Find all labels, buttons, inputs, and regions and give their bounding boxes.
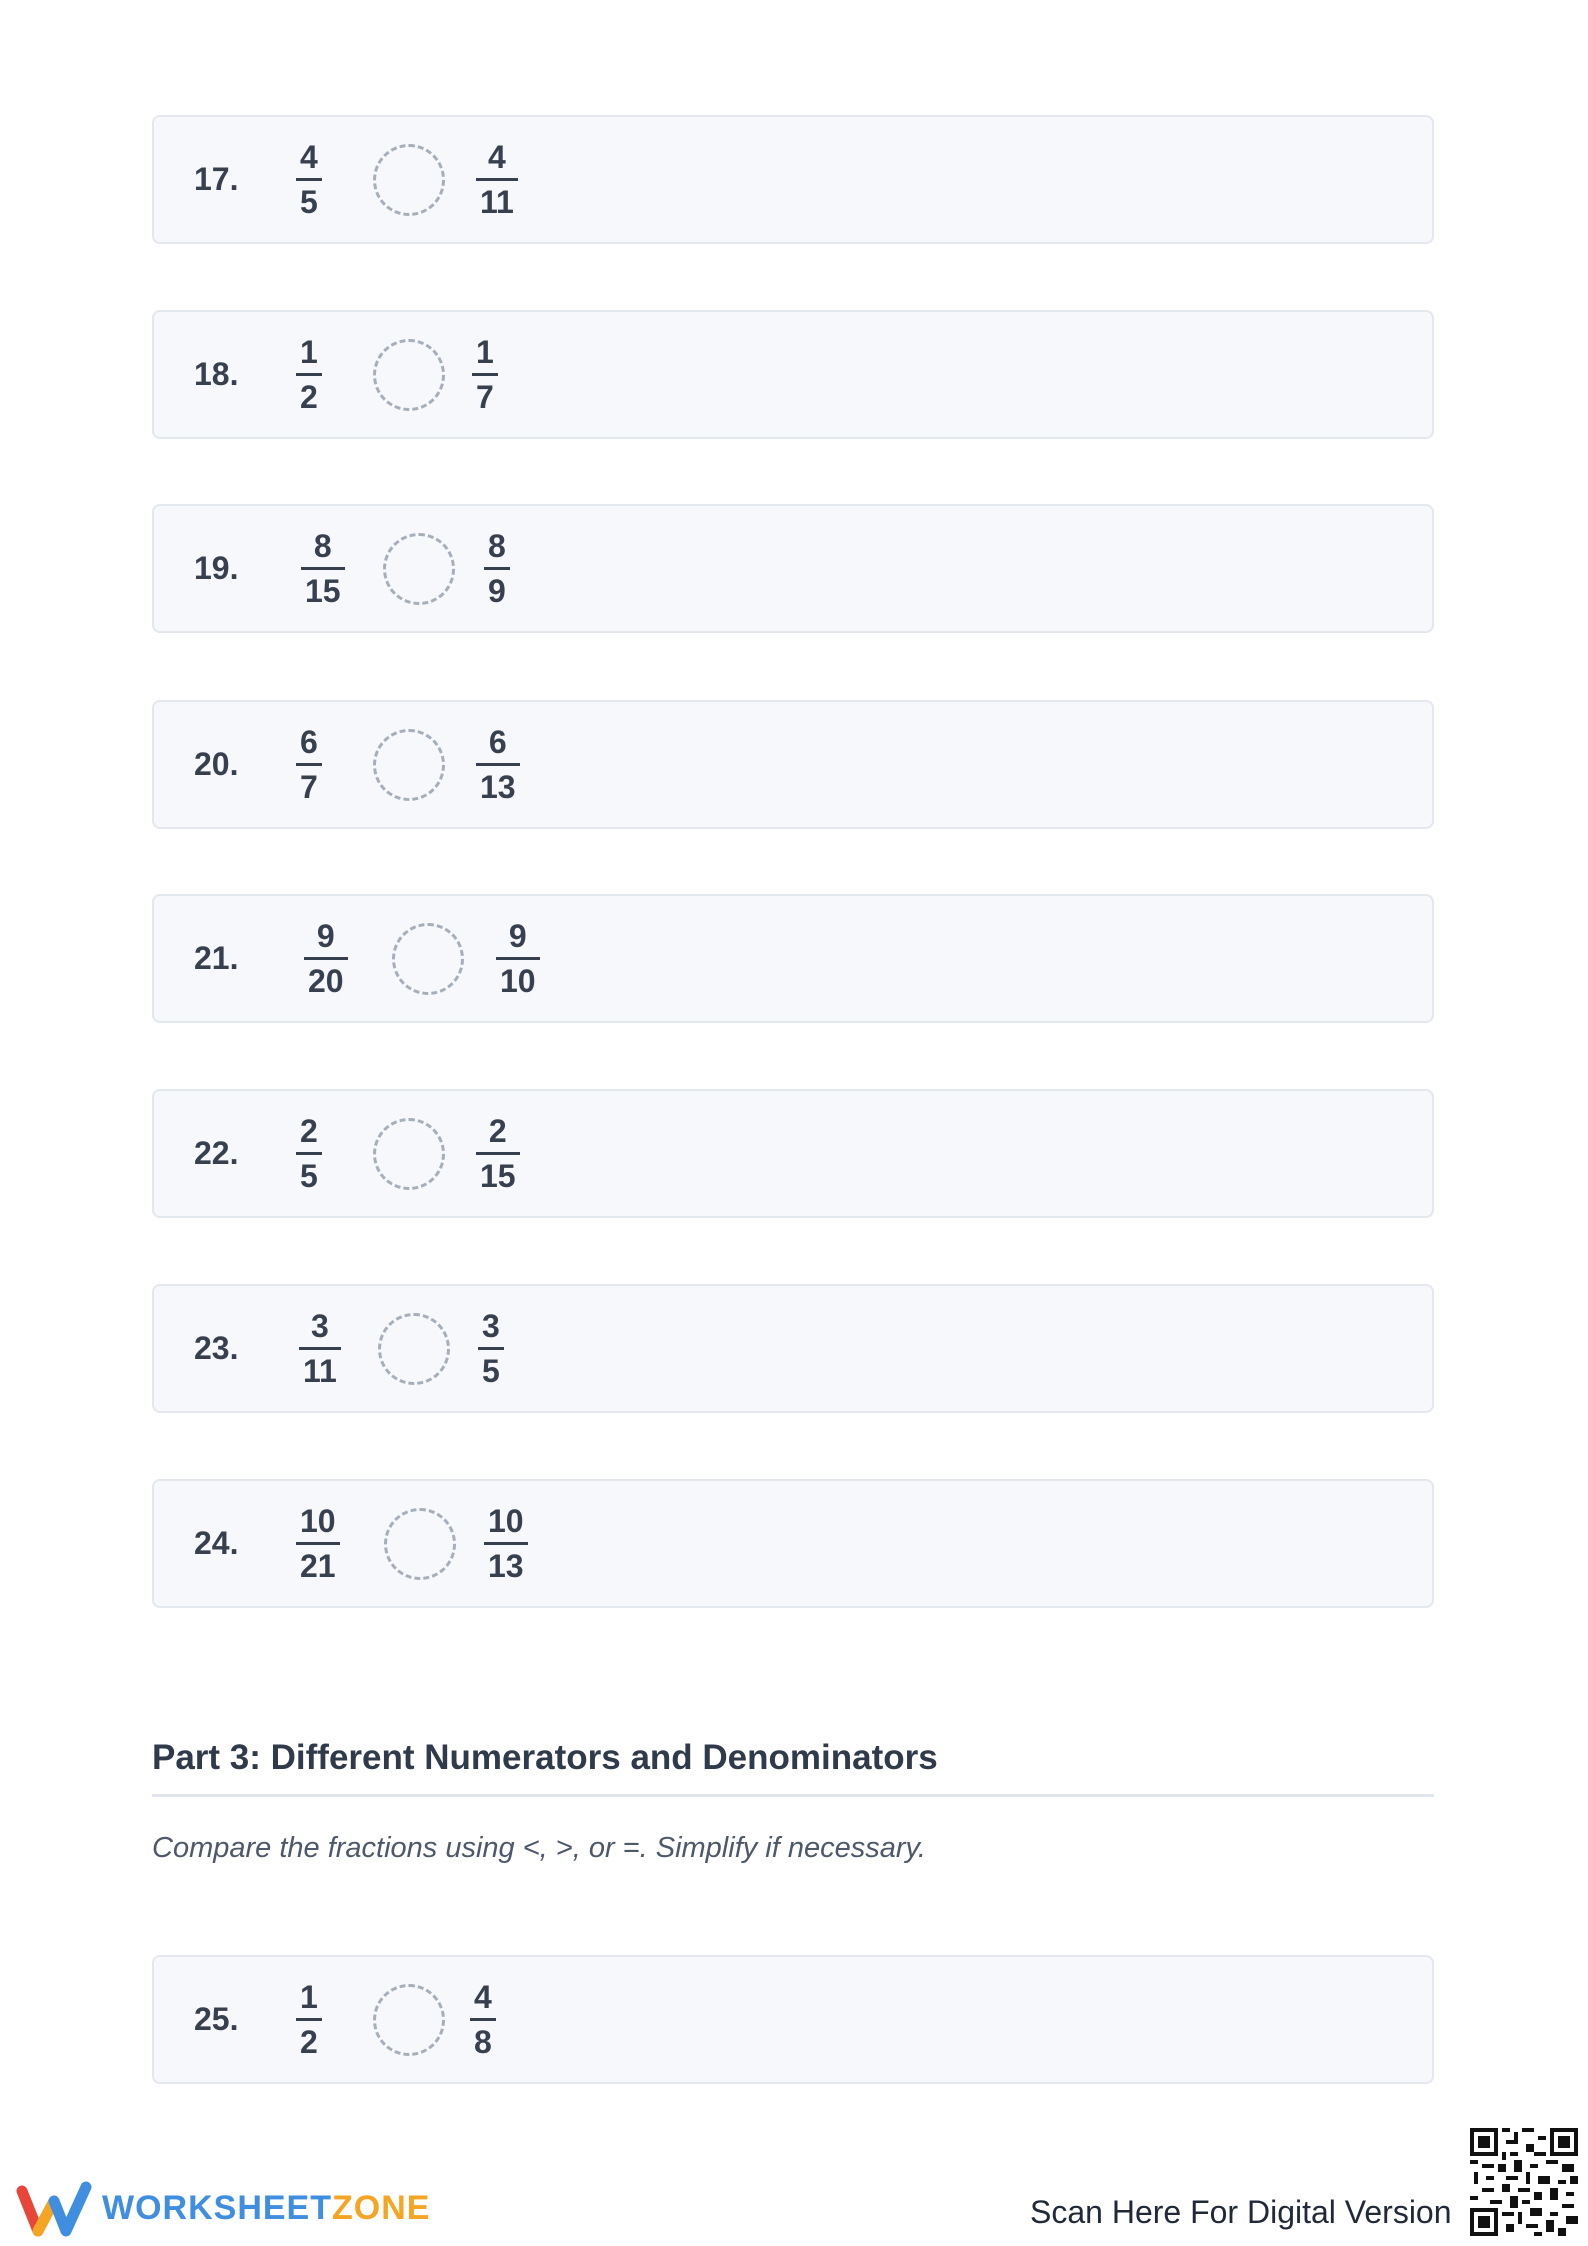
- answer-circle[interactable]: [373, 1984, 445, 2056]
- problem-20: [152, 700, 1434, 829]
- problem-number: 19.: [194, 550, 239, 586]
- problem-22: [152, 1089, 1434, 1218]
- problem-number: 22.: [194, 1135, 239, 1171]
- numerator: 4: [488, 139, 506, 175]
- problem-25: [152, 1955, 1434, 2084]
- denominator: 2: [300, 2024, 318, 2060]
- logo-text: WORKSHEETZONE: [102, 2188, 431, 2227]
- problem-number: 21.: [194, 940, 239, 976]
- right-fraction: [470, 1957, 496, 2082]
- numerator: 1: [300, 334, 318, 370]
- denominator: 13: [480, 769, 516, 805]
- numerator: 4: [300, 139, 318, 175]
- answer-circle[interactable]: [378, 1313, 450, 1385]
- left-fraction: [296, 1091, 322, 1216]
- right-fraction: [484, 506, 510, 631]
- right-fraction: [472, 312, 498, 437]
- denominator: 9: [488, 573, 506, 609]
- numerator: 1: [300, 1979, 318, 2015]
- numerator: 9: [316, 918, 335, 954]
- problem-number: 17.: [194, 161, 239, 197]
- right-fraction: [476, 117, 518, 242]
- right-fraction: [476, 1091, 520, 1216]
- answer-circle[interactable]: [373, 339, 445, 411]
- denominator: 20: [308, 963, 344, 999]
- left-fraction: [296, 117, 322, 242]
- problem-24: [152, 1479, 1434, 1608]
- qr-code-icon[interactable]: [1470, 2128, 1578, 2236]
- problem-17: [152, 115, 1434, 244]
- problem-number: 25.: [194, 2001, 239, 2037]
- denominator: 5: [300, 184, 318, 220]
- numerator: 3: [311, 1308, 329, 1344]
- answer-circle[interactable]: [392, 923, 464, 995]
- answer-circle[interactable]: [383, 533, 455, 605]
- right-fraction: [478, 1286, 504, 1411]
- w-logo-icon: [16, 2179, 92, 2237]
- numerator: 8: [488, 528, 506, 564]
- right-fraction: [496, 896, 540, 1021]
- numerator: 4: [474, 1979, 492, 2015]
- problem-23: [152, 1284, 1434, 1413]
- problem-18: [152, 310, 1434, 439]
- left-fraction: [304, 896, 348, 1021]
- denominator: 13: [488, 1548, 524, 1584]
- denominator: 15: [305, 573, 341, 609]
- numerator: 1: [476, 334, 494, 370]
- numerator: 10: [488, 1503, 524, 1539]
- left-fraction: [301, 506, 345, 631]
- answer-circle[interactable]: [384, 1508, 456, 1580]
- numerator: 6: [300, 724, 318, 760]
- numerator: 2: [488, 1113, 507, 1149]
- numerator: 3: [482, 1308, 500, 1344]
- denominator: 5: [482, 1353, 500, 1389]
- right-fraction: [476, 702, 520, 827]
- denominator: 11: [303, 1353, 337, 1389]
- answer-circle[interactable]: [373, 729, 445, 801]
- denominator: 5: [300, 1158, 318, 1194]
- right-fraction: [484, 1481, 528, 1606]
- problem-number: 18.: [194, 356, 239, 392]
- denominator: 21: [300, 1548, 336, 1584]
- answer-circle[interactable]: [373, 1118, 445, 1190]
- numerator: 9: [508, 918, 527, 954]
- numerator: 8: [313, 528, 332, 564]
- instructions: Compare the fractions using <, >, or =. Simplify if necessary.: [152, 1832, 926, 1864]
- denominator: 7: [300, 769, 318, 805]
- denominator: 10: [500, 963, 536, 999]
- scan-text: Scan Here For Digital Version: [1030, 2194, 1452, 2230]
- problem-number: 20.: [194, 746, 239, 782]
- left-fraction: [299, 1286, 341, 1411]
- numerator: 6: [488, 724, 507, 760]
- denominator: 11: [480, 184, 514, 220]
- problem-number: 24.: [194, 1525, 239, 1561]
- denominator: 2: [300, 379, 318, 415]
- answer-circle[interactable]: [373, 144, 445, 216]
- left-fraction: [296, 312, 322, 437]
- section-title: Part 3: Different Numerators and Denominators: [152, 1738, 1434, 1797]
- worksheetzone-logo[interactable]: [16, 2178, 430, 2238]
- left-fraction: [296, 1481, 340, 1606]
- left-fraction: [296, 702, 322, 827]
- denominator: 7: [476, 379, 494, 415]
- problem-21: [152, 894, 1434, 1023]
- denominator: 15: [480, 1158, 516, 1194]
- left-fraction: [296, 1957, 322, 2082]
- numerator: 10: [300, 1503, 336, 1539]
- denominator: 8: [474, 2024, 492, 2060]
- problem-19: [152, 504, 1434, 633]
- numerator: 2: [300, 1113, 318, 1149]
- problem-number: 23.: [194, 1330, 239, 1366]
